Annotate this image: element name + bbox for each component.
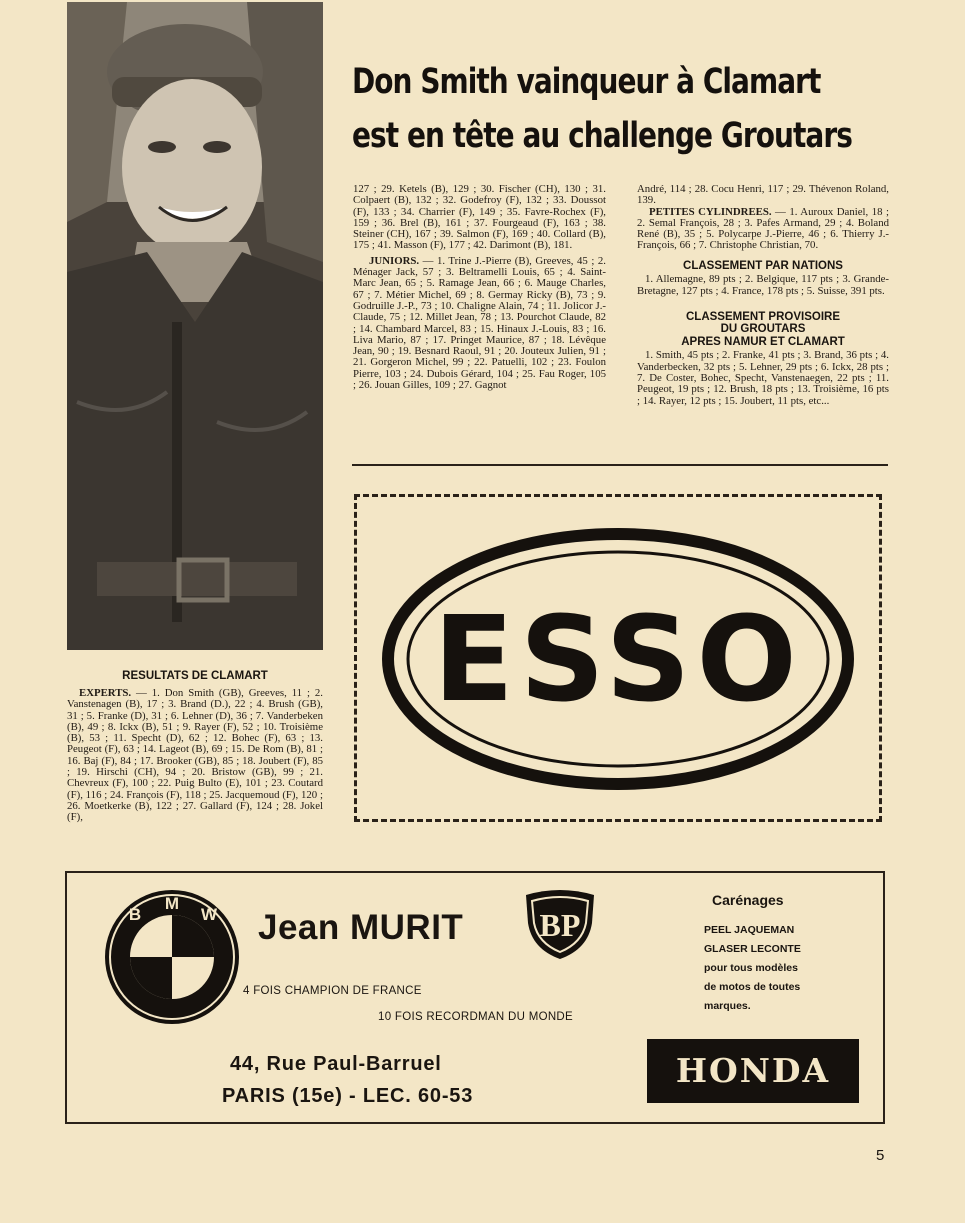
nations-title: CLASSEMENT PAR NATIONS (683, 259, 843, 272)
carenages-line: marques. (704, 1000, 751, 1012)
left-column (67, 688, 323, 824)
bmw-letter-w: W (200, 905, 218, 924)
juniors-text: — 1. Trine J.-Pierre (B), Greeves, 45 ; 2. Ménager Jack, 57 ; 3. Beltramelli Louis, 65 ; 4. Saint-Marc Jean, 65 ; 5. Ramage Jean, 66 ; 6. Mauge Charles, 67 ; 7. Métier Michel, 69 ; 8. Germay Ricky (B), 73 ; 9. Godruille J.-P., 73 ; 10. Chaligne Alain, 74 ; 11. Jolicor J.-Claude, 75 ; 12. Millet Jean, 78 ; 13. Pourchot Claude, 82 ; 14. Chambard Marcel, 83 ; 15. Hinaux J.-Louis, 83 ; 16. Liva Mario, 87 ; 17. Pringet Maurice, 87 ; 18. Lévêque Jean, 90 ; 19. Besnard Raoul, 91 ; 20. Jouteux Julien, 91 ; 21. Gorgeron Michel, 99 ; 22. Patuelli, 102 ; 23. Foulon Pierre, 103 ; 24. Dubois Gérard, 104 ; 25. Fau Roger, 105 ; 26. Jouan Gilles, 109 ; 27. Gagnot (353, 254, 606, 392)
provisoire-text: 1. Smith, 45 pts ; 2. Franke, 41 pts ; 3. Brand, 36 pts ; 4. Vanderbecken, 32 pts ; 5. Lehner, 29 pts ; 6. Ickx, 28 pts ; 7. De Coster, Bohec, Specht, Vanstenaegen, 22 pts ; 11. Peugeot, 19 pts ; 12. Brush, 18 pts ; 13. Troisième, 16 pts ; 14. Rayer, 12 pts ; 15. Joubert, 11 pts, etc... (637, 349, 889, 407)
murit-name: Jean MURIT (258, 908, 464, 947)
carenages-line: PEEL JAQUEMAN (704, 924, 795, 936)
recordman-line: 10 FOIS RECORDMAN DU MONDE (378, 1011, 574, 1023)
bp-shield-icon (522, 889, 598, 961)
esso-logo (380, 528, 856, 790)
experts-label: EXPERTS. (79, 687, 132, 699)
carenages-list (704, 921, 874, 1016)
bp-text: BP (539, 907, 581, 943)
rider-photo (67, 2, 323, 650)
experts-continued: 127 ; 29. Ketels (B), 129 ; 30. Fischer (CH), 130 ; 31. Colpaert (B), 132 ; 32. Godefroy (F), 132 ; 33. Doussot (F), 133 ; 34. Charrier (F), 149 ; 35. Favre-Rochex (F), 159 ; 36. Brel (B), 161 ; 37. Fourgeaud (F), 163 ; 38. Steiner (CH), 167 ; 39. Salmon (F), 169 ; 40. Collard (B), 175 ; 41. Masson (F), 177 ; 42. Darimont (B), 181. (353, 183, 606, 252)
honda-text: HONDA (675, 1051, 831, 1090)
headline-line-2: est en tête au challenge Groutars (352, 116, 852, 156)
provisoire-title-2: DU GROUTARS (720, 323, 806, 336)
column-divider (352, 464, 888, 466)
right-column (637, 184, 889, 407)
headline-line-1: Don Smith vainqueur à Clamart (352, 62, 821, 102)
esso-text: ESSO (433, 590, 803, 728)
bmw-letter-m: M (164, 894, 180, 913)
experts-paragraph (67, 688, 323, 824)
juniors-label: JUNIORS. (369, 254, 420, 267)
provisoire-title-1: CLASSEMENT PROVISOIRE (686, 310, 840, 323)
juniors-paragraph (353, 256, 606, 392)
petites-label: PETITES CYLINDREES. (649, 205, 772, 218)
honda-logo (647, 1039, 859, 1103)
carenages-line: de motos de toutes (704, 981, 801, 993)
juniors-continued: André, 114 ; 28. Cocu Henri, 117 ; 29. Thévenon Roland, 139. (637, 183, 889, 207)
city-line: PARIS (15e) - LEC. 60-53 (222, 1085, 474, 1107)
page-number: 5 (876, 1147, 885, 1164)
champion-line: 4 FOIS CHAMPION DE FRANCE (243, 985, 422, 997)
results-title: RESULTATS DE CLAMART (122, 670, 268, 682)
provisoire-title-3: APRES NAMUR ET CLAMART (681, 335, 845, 348)
carenages-line: GLASER LECONTE (704, 943, 801, 955)
experts-text: — 1. Don Smith (GB), Greeves, 11 ; 2. Vanstenagen (B), 17 ; 3. Brand (D.), 22 ; 4. Brush (GB), 31 ; 5. Franke (D), 31 ; 6. Lehner (D), 36 ; 7. Vanderbeken (B), 49 ; 8. Ickx (B), 51 ; 9. Rayer (F), 52 ; 10. Troisième (B), 53 ; 11. Specht (D), 62 ; 12. Bohec (F), 63 ; 13. Peugeot (F), 63 ; 14. Lageot (B), 69 ; 15. De Rom (B), 81 ; 16. Baj (F), 84 ; 17. Brooker (GB), 85 ; 18. Joubert (F), 85 ; 19. Hirschi (CH), 94 ; 20. Bristow (GB), 99 ; 21. Chevreux (F), 100 ; 22. Puig Bulto (E), 101 ; 23. Coutard (F), 116 ; 24. François (F), 118 ; 25. Jacquemoud (F), 120 ; 26. Moetkerke (B), 122 ; 27. Gallard (F), 124 ; 28. Jokel (F), (67, 687, 323, 824)
bmw-logo-icon (103, 888, 241, 1026)
middle-column (353, 184, 606, 391)
carenages-line: pour tous modèles (704, 962, 798, 974)
bmw-letter-b: B (128, 905, 142, 924)
petites-paragraph (637, 207, 889, 252)
address-line: 44, Rue Paul-Barruel (230, 1053, 442, 1075)
nations-text: 1. Allemagne, 89 pts ; 2. Belgique, 117 pts ; 3. Grande-Bretagne, 127 pts ; 4. France, 178 pts ; 5. Suisse, 391 pts. (637, 273, 889, 297)
petites-text: — 1. Auroux Daniel, 18 ; 2. Semal François, 28 ; 3. Pafes Armand, 29 ; 4. Boland René (B), 35 ; 5. Polycarpe J.-Pierre, 46 ; 6. Thierry J.-François, 66 ; 7. Christophe Christian, 70. (637, 205, 889, 252)
carenages-title: Carénages (712, 892, 784, 908)
